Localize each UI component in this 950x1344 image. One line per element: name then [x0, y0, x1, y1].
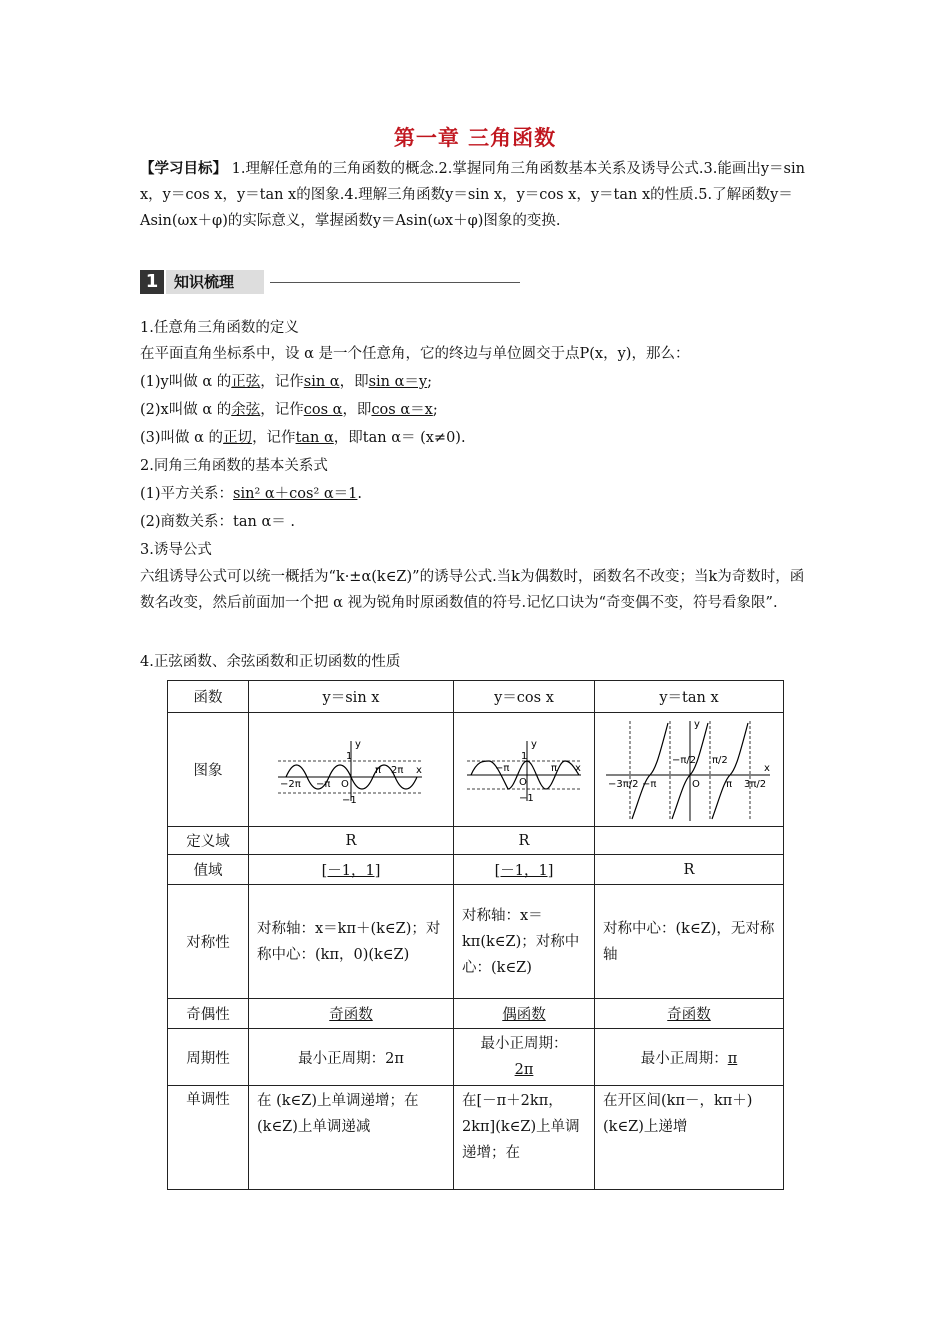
cos-pi: π [551, 762, 558, 774]
table-cell: 奇函数 [249, 999, 454, 1029]
table-cell [595, 827, 784, 855]
s3-heading: 3.诱导公式 [140, 542, 212, 558]
table-cell: 奇函数 [595, 999, 784, 1029]
s2-heading: 2.同角三角函数的基本关系式 [140, 458, 328, 474]
table-cell: 偶函数 [454, 999, 595, 1029]
tan-axis-x: x [764, 762, 770, 774]
sin-graph-cell [249, 713, 454, 827]
s1-line3: (3)叫做 α 的正切，记作tan α，即tan α＝ (x≠0). [140, 430, 466, 446]
s1-intro: 在平面直角坐标系中，设 α 是一个任意角，它的终边与单位圆交于点P(x，y)，那么： [140, 346, 690, 362]
row-label: 值域 [168, 855, 249, 885]
sin-origin: O [341, 778, 349, 790]
table-row [168, 855, 784, 885]
row-label: 奇偶性 [168, 999, 249, 1029]
table-cell: 最小正周期： 2π [454, 1029, 595, 1086]
table-cell: 在[－π＋2kπ，2kπ](k∈Z)上单调递增；在 [454, 1086, 595, 1190]
section-number: 1 [140, 270, 164, 294]
table-cell: [－1，1] [249, 855, 454, 885]
sin-axis-y: y [355, 738, 361, 750]
table-row [168, 681, 784, 713]
table-row [168, 713, 784, 827]
row-label: 定义域 [168, 827, 249, 855]
section-label: 知识梳理 [166, 270, 264, 294]
tan-origin: O [692, 778, 700, 790]
tan-neg-pi: −π [642, 778, 657, 790]
header-cell: 函数 [168, 681, 249, 713]
tan-graph-cell [595, 713, 784, 827]
row-label: 周期性 [168, 1029, 249, 1086]
table-row [168, 885, 784, 999]
sin-graph [276, 735, 426, 805]
goals-tag: 【学习目标】 [140, 160, 227, 177]
table-cell: 最小正周期：2π [249, 1029, 454, 1086]
table-cell: [－1，1] [454, 855, 595, 885]
s2-line1: (1)平方关系：sin² α＋cos² α＝1. [140, 486, 363, 502]
s3-body: 六组诱导公式可以统一概括为“k·±α(k∈Z)”的诱导公式.当k为偶数时，函数名不改变；当k为奇数时，函数名改变，然后前面加一个把 α 视为锐角时原函数值的符号.记忆口诀为“奇变偶不变，符号看象限”. [140, 569, 805, 611]
sin-pi: π [375, 764, 382, 776]
row-label: 单调性 [168, 1086, 249, 1190]
sin-neg-pi: −π [316, 778, 331, 790]
tan-pi-half: π/2 [712, 754, 728, 766]
cos-graph-cell [454, 713, 595, 827]
table-cell: R [595, 855, 784, 885]
tan-neg-pi-half: −π/2 [672, 754, 697, 766]
sin-two-pi: 2π [391, 764, 404, 776]
s4-heading: 4.正弦函数、余弦函数和正切函数的性质 [140, 654, 401, 670]
cos-graph [465, 735, 583, 805]
cos-one: 1 [521, 750, 528, 762]
chapter-title: 第一章 三角函数 [393, 126, 557, 150]
cos-neg-pi: −π [495, 762, 510, 774]
table-row [168, 1086, 784, 1190]
sin-one: 1 [346, 750, 353, 762]
cos-axis-x: x [575, 762, 581, 774]
sin-neg-two-pi: −2π [280, 778, 301, 790]
s1-heading: 1.任意角三角函数的定义 [140, 320, 299, 336]
header-cell: y＝tan x [595, 681, 784, 713]
trig-properties-table [167, 680, 784, 1190]
table-cell: 在开区间(kπ－，kπ＋)(k∈Z)上递增 [595, 1086, 784, 1190]
goals-text: 1.理解任意角的三角函数的概念.2.掌握同角三角函数基本关系及诱导公式.3.能画出y＝sin x，y＝cos x，y＝tan x的图象.4.理解三角函数y＝sin x，y＝cos x，y＝tan x的性质.5.了解函数y＝Asin(ωx＋φ)的实际意义，掌握函数y＝Asin(ωx＋φ)图象的变换. [140, 161, 805, 229]
header-cell: y＝sin x [249, 681, 454, 713]
tan-axis-y: y [694, 718, 700, 730]
tan-three-pi-half: 3π/2 [744, 778, 767, 790]
table-cell: 在 (k∈Z)上单调递增；在 (k∈Z)上单调递减 [249, 1086, 454, 1190]
s2-line2: (2)商数关系：tan α＝ . [140, 514, 295, 530]
section-divider [270, 282, 520, 283]
cos-axis-y: y [531, 738, 537, 750]
sin-neg-one: −1 [342, 794, 357, 805]
tan-neg-three-pi-half: −3π/2 [608, 778, 639, 790]
learning-goals [140, 156, 812, 234]
table-cell: 对称轴：x＝kπ(k∈Z)；对称中心：(k∈Z) [454, 885, 595, 999]
table-cell: 最小正周期：π [595, 1029, 784, 1086]
s1-line2: (2)x叫做 α 的余弦，记作cos α，即cos α＝x; [140, 402, 438, 418]
table-row [168, 1029, 784, 1086]
row-label: 图象 [168, 713, 249, 827]
section-header [140, 270, 520, 296]
table-cell: R [454, 827, 595, 855]
table-cell: 对称中心：(k∈Z)，无对称轴 [595, 885, 784, 999]
tan-pi: π [726, 778, 733, 790]
table-row [168, 999, 784, 1029]
cos-neg-one: −1 [519, 792, 534, 804]
row-label: 对称性 [168, 885, 249, 999]
tan-graph [604, 717, 774, 823]
table-row [168, 827, 784, 855]
table-cell: 对称轴：x＝kπ＋(k∈Z)；对称中心：(kπ，0)(k∈Z) [249, 885, 454, 999]
sin-axis-x: x [416, 764, 422, 776]
header-cell: y＝cos x [454, 681, 595, 713]
cos-origin: O [519, 776, 527, 788]
table-cell: R [249, 827, 454, 855]
s1-line1: (1)y叫做 α 的正弦，记作sin α，即sin α＝y; [140, 374, 432, 390]
